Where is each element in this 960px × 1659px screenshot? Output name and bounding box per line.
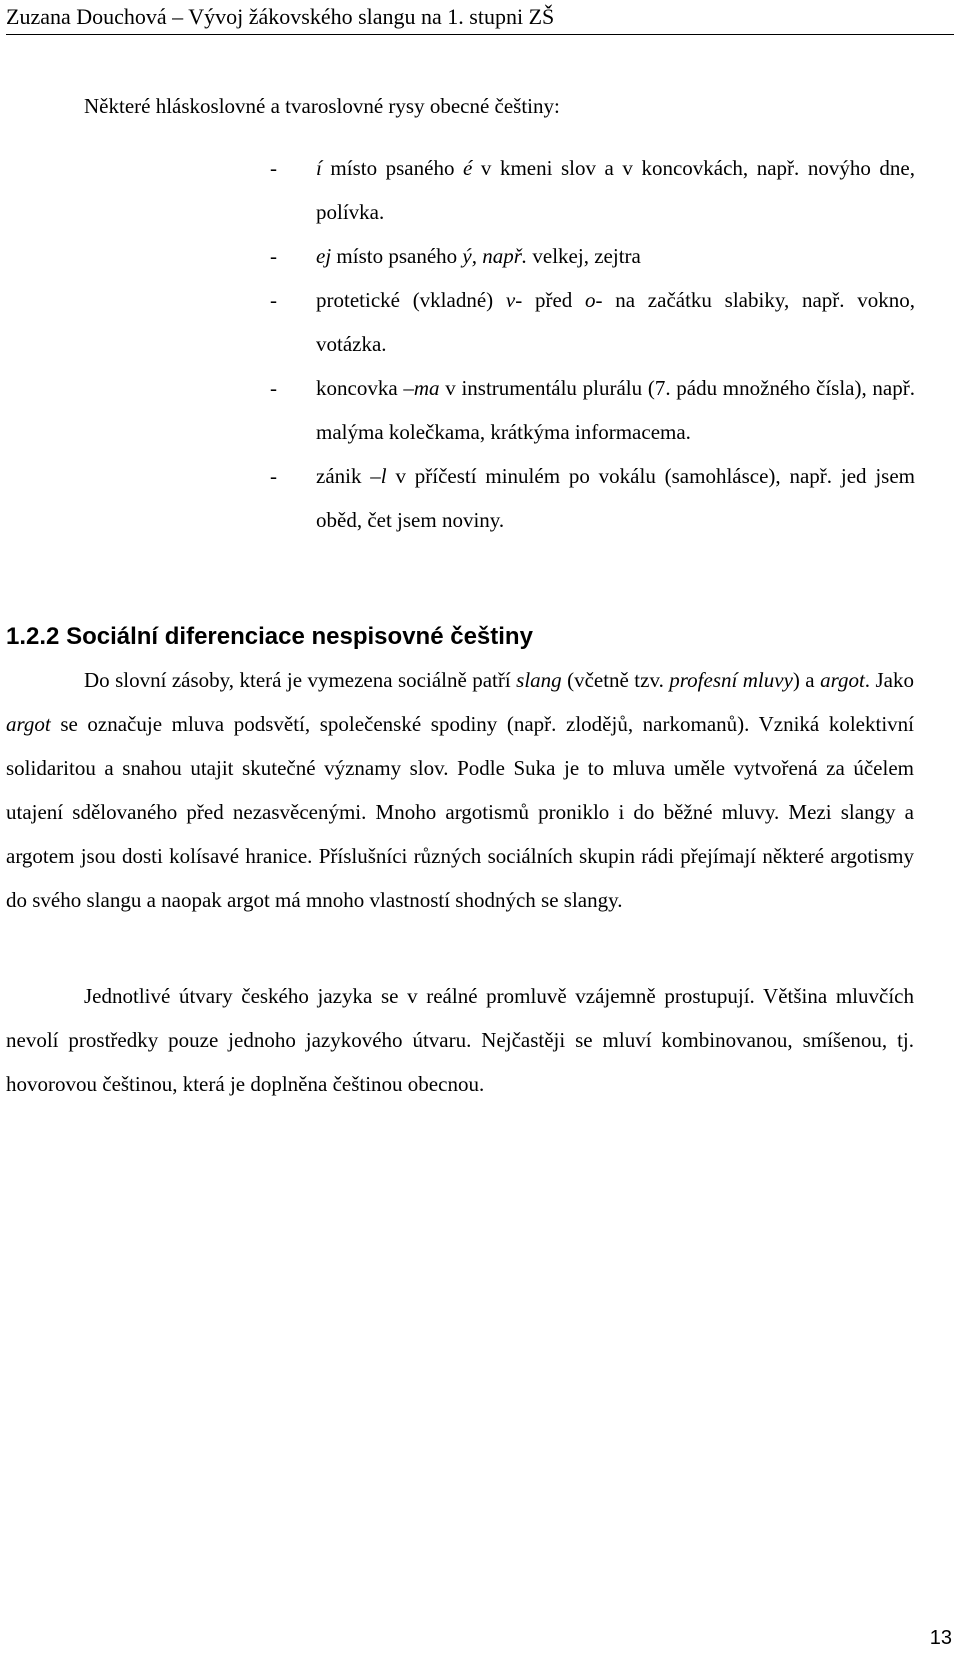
features-intro: Některé hláskoslovné a tvaroslovné rysy obecné češtiny:: [84, 94, 560, 118]
paragraph-text: Do slovní zásoby, která je vymezena sociálně patří: [84, 668, 517, 692]
page-number: 13: [929, 1627, 952, 1649]
paragraph-text: se označuje mluva podsvětí, společenské spodiny (např. zlodějů, narkomanů). Vzniká kolektivní solidaritou a snahou utajit skutečné významy slov. Podle Suka je to mluva uměle vytvořená za účelem utajení sdělovaného před nezasvěcenými. Mnoho argotismů proniklo i do běžné mluvy. Mezi slangy a argotem jsou dosti kolísavé hranice. Příslušníci různých sociálních skupin rádi přejímají některé argotismy do svého slangu a naopak argot má mnoho vlastností shodných se slangy.: [6, 712, 914, 912]
term: é: [463, 156, 473, 180]
paragraph-text: ) a: [792, 668, 821, 692]
list-dash: -: [270, 288, 277, 312]
item-text: koncovka: [316, 376, 404, 400]
paragraph-text: (včetně tzv.: [561, 668, 670, 692]
term: –ma: [403, 376, 440, 400]
item-text: na začátku slabiky, např. vokno, votázka.: [316, 288, 915, 356]
features-list: [270, 146, 915, 542]
item-text: místo psaného: [331, 244, 463, 268]
item-text: v instrumentálu plurálu (7. pádu množného čísla), např. malýma kolečkama, krátkýma informacema.: [316, 376, 915, 444]
list-dash: -: [270, 156, 277, 180]
header-rule: [6, 34, 954, 35]
term: argot: [820, 668, 865, 692]
list-item: [270, 146, 915, 234]
paragraph-text: . Jako: [864, 668, 914, 692]
item-text: velkej, zejtra: [527, 244, 641, 268]
list-dash: -: [270, 244, 277, 268]
list-dash: -: [270, 376, 277, 400]
term: ej: [316, 244, 332, 268]
list-item: [270, 366, 915, 454]
item-text: protetické (vkladné): [316, 288, 506, 312]
item-text: před: [522, 288, 586, 312]
list-item: [270, 278, 915, 366]
term: ý, např.: [462, 244, 528, 268]
term: o-: [585, 288, 603, 312]
term: slang: [516, 668, 562, 692]
list-item: [270, 454, 915, 542]
section-title: Sociální diferenciace nespisovné češtiny: [66, 623, 533, 650]
section-heading: [6, 620, 533, 654]
section-number: 1.2.2: [6, 623, 60, 650]
paragraph-text: Jednotlivé útvary českého jazyka se v reálné promluvě vzájemně prostupují. Většina mluvčích nevolí prostředky pouze jednoho jazykového útvaru. Nejčastěji se mluví kombinovanou, smíšenou, tj. hovorovou češtinou, která je doplněna češtinou obecnou.: [6, 984, 914, 1096]
term: profesní mluvy: [669, 668, 793, 692]
item-text: v kmeni slov a v koncovkách, např. novýho dne, polívka.: [316, 156, 915, 224]
running-header: Zuzana Douchová – Vývoj žákovského slangu na 1. stupni ZŠ: [6, 4, 555, 29]
term: –l: [370, 464, 387, 488]
paragraph: [6, 658, 914, 922]
item-text: zánik: [316, 464, 371, 488]
item-text: místo psaného: [321, 156, 463, 180]
paragraph: [6, 974, 914, 1106]
term: v-: [505, 288, 523, 312]
list-item: [270, 234, 915, 278]
term: argot: [6, 712, 51, 736]
item-text: v příčestí minulém po vokálu (samohlásce), např. jed jsem oběd, čet jsem noviny.: [316, 464, 915, 532]
term: í: [316, 156, 322, 180]
list-dash: -: [270, 464, 277, 488]
